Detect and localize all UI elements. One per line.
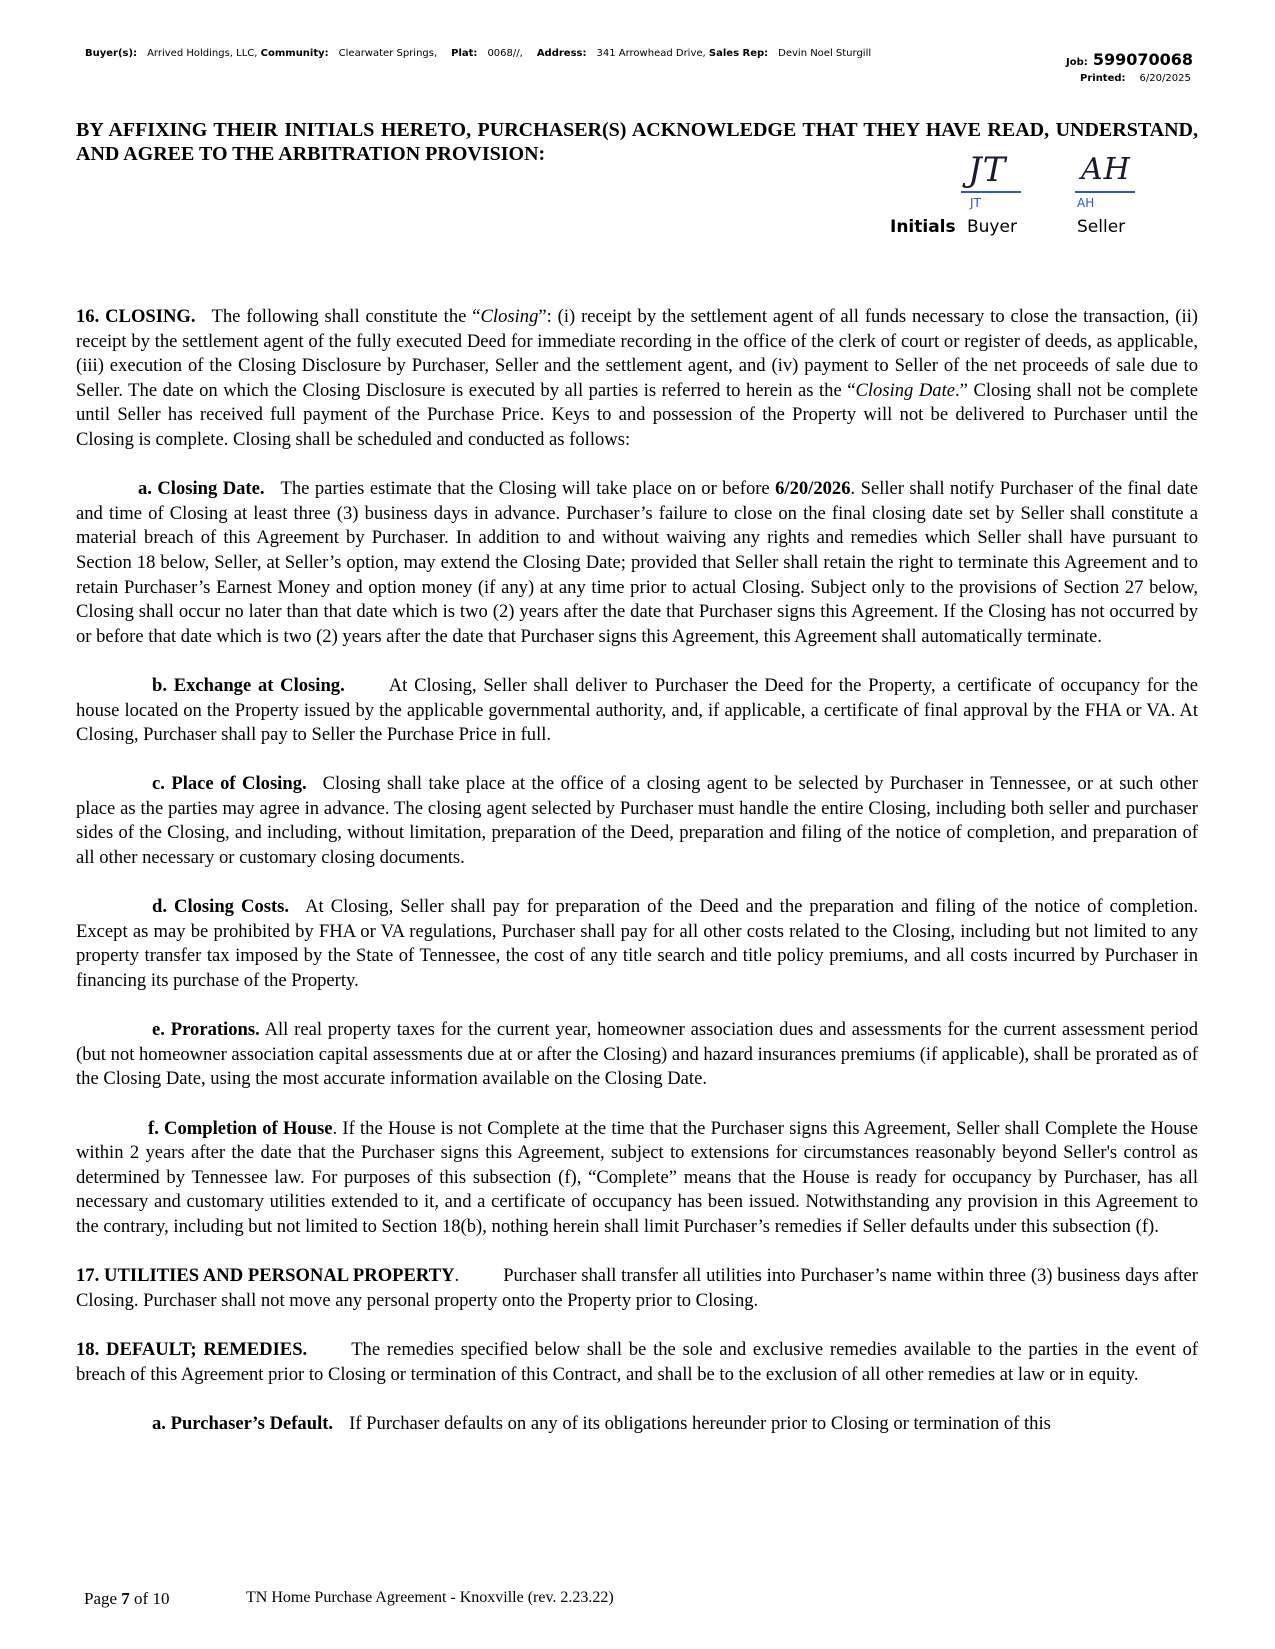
section-16b-exchange bbox=[76, 674, 1198, 748]
buyer-initials-small: JT bbox=[970, 196, 981, 210]
seller-initials-mark: AH bbox=[1081, 152, 1131, 187]
seller-initials-line bbox=[1075, 191, 1135, 193]
section-18a-text: If Purchaser defaults on any of its obligations hereunder prior to Closing or termination of this bbox=[349, 1412, 1051, 1434]
buyer-label: Buyer bbox=[967, 217, 1017, 237]
section-18-text: The remedies specified below shall be the sole and exclusive remedies available to the parties in the event of breach of this Agreement prior to Closing or termination of this Contract, and shall be to the exclusion of all other remedies at law or in equity. bbox=[76, 1338, 1198, 1385]
section-16c-heading: c. Place of Closing. bbox=[152, 773, 307, 795]
address-label: Address: bbox=[536, 48, 587, 59]
address-value: 341 Arrowhead Drive, bbox=[596, 48, 706, 59]
section-16d-costs bbox=[76, 895, 1198, 993]
job-label: Job: bbox=[1066, 57, 1088, 68]
section-16c-place bbox=[76, 772, 1198, 870]
section-16d-text: At Closing, Seller shall pay for preparation of the Deed and the preparation and filing of the notice of completion. Except as may be prohibited by FHA or VA regulations, Purchaser shall pay for all other costs related to the Closing, including but not limited to any property transfer tax imposed by the State of Tennessee, the cost of any title search and title policy premiums, and all costs incurred by Purchaser in financing its purchase of the Property. bbox=[76, 896, 1198, 992]
community-value: Clearwater Springs, bbox=[338, 48, 438, 59]
section-16b-heading: b. Exchange at Closing. bbox=[152, 674, 345, 696]
section-16a-heading: a. Closing Date. bbox=[138, 478, 265, 500]
section-17-text: Purchaser shall transfer all utilities into Purchaser’s name within three (3) business days after Closing. Purchaser shall not move any personal property onto the Property prior to Closing. bbox=[76, 1265, 1198, 1311]
buyer-initials-mark: JT bbox=[968, 150, 1007, 190]
sales-rep-value: Devin Noel Sturgill bbox=[778, 48, 872, 59]
section-16-text-1: The following shall constitute the “ bbox=[211, 306, 481, 327]
estimated-closing-date: 6/20/2026 bbox=[775, 478, 851, 500]
buyers-label: Buyer(s): bbox=[85, 48, 138, 59]
job-number bbox=[1066, 50, 1193, 69]
printed-value: 6/20/2025 bbox=[1139, 73, 1191, 84]
section-16-text-2: ”: (i) receipt by the settlement agent of all funds necessary to close the transaction, (ii) receipt by the settlement agent of the fully executed Deed for immediate recording in the office of the clerk of court or register of deeds, as applicable, (iii) execution of the Closing Disclosure by Purchaser, Seller and the settlement agent, and (iv) payment to Seller of the net proceeds of sale due to Seller. The date on which the Closing Disclosure is executed by all parties is referred to herein as the “ bbox=[76, 306, 1198, 401]
page-total: of 10 bbox=[134, 1589, 170, 1608]
section-16f-text: . If the House is not Complete at the time that the Purchaser signs this Agreement, Seller shall Complete the House within 2 years after the date that the Purchaser signs this Agreement, subject to extensions for circumstances reasonably beyond Seller's control as determined by Tennessee law. For purposes of this subsection (f), “Complete” means that the House is ready for occupancy by Purchaser, has all necessary and customary utilities extended to it, and a certificate of occupancy has been issued. Notwithstanding any provision in this Agreement to the contrary, including but not limited to Section 18(b), nothing herein shall limit Purchaser’s remedies if Seller defaults under this subsection (f). bbox=[76, 1117, 1198, 1237]
section-16f-heading: f. Completion of House bbox=[148, 1117, 333, 1139]
section-16a-text-2: . Seller shall notify Purchaser of the final date and time of Closing at least three (3) business days in advance. Purchaser’s failure to close on the final closing date set by Seller shall constitute a material breach of this Agreement by Purchaser. In addition to and without waiving any rights and remedies which Seller shall have pursuant to Section 18 below, Seller, at Seller’s option, may extend the Closing Date; provided that Seller shall retain the right to terminate this Agreement and to retain Purchaser’s Earnest Money and option money (if any) at any time prior to actual Closing. Subject only to the provisions of Section 27 below, Closing shall occur no later than that date which is two (2) years after the date that Purchaser signs this Agreement. If the Closing has not occurred by or before that date which is two (2) years after the date that Purchaser signs this Agreement, this Agreement shall automatically terminate. bbox=[76, 478, 1198, 647]
buyer-initials-line bbox=[961, 191, 1021, 193]
initials-label: Initials bbox=[890, 217, 956, 237]
section-16-heading: 16. CLOSING. bbox=[76, 306, 196, 327]
section-16-closing bbox=[76, 305, 1198, 453]
document-header bbox=[85, 48, 871, 59]
plat-label: Plat: bbox=[451, 48, 478, 59]
printed-date bbox=[1080, 73, 1191, 84]
section-16e-heading: e. Prorations. bbox=[152, 1019, 260, 1041]
sales-rep-label: Sales Rep: bbox=[708, 48, 769, 59]
section-16-text-3: .” Closing shall not be complete until Seller has received full payment of the Purchase Price. Keys to and possession of the Property will not be delivered to Purchaser until the Closing is complete. Closing shall be scheduled and conducted as follows: bbox=[76, 379, 1198, 450]
section-18-default bbox=[76, 1338, 1198, 1387]
seller-label: Seller bbox=[1077, 217, 1126, 237]
section-16b-text: At Closing, Seller shall deliver to Purchaser the Deed for the Property, a certificate of occupancy for the house located on the Property issued by the applicable governmental authority, and, if applicable, a certificate of final approval by the FHA or VA. At Closing, Purchaser shall pay to Seller the Purchase Price in full. bbox=[76, 674, 1198, 746]
arbitration-acknowledgment: BY AFFIXING THEIR INITIALS HERETO, PURCHASER(S) ACKNOWLEDGE THAT THEY HAVE READ, UNDERSTAND, AND AGREE TO THE ARBITRATION PROVISION: bbox=[76, 119, 1198, 165]
plat-value: 0068//, bbox=[487, 48, 523, 59]
closing-date-term: Closing Date bbox=[855, 379, 956, 401]
printed-label: Printed: bbox=[1080, 73, 1126, 84]
job-value: 599070068 bbox=[1092, 50, 1194, 69]
section-16a-closing-date bbox=[76, 477, 1198, 649]
agreement-body bbox=[76, 305, 1198, 1436]
section-16a-text-1: The parties estimate that the Closing will take place on or before bbox=[280, 478, 770, 500]
section-16e-prorations bbox=[76, 1018, 1198, 1092]
section-17-utilities: 17. UTILITIES AND PERSONAL PROPERTY. Purchaser shall transfer all utilities into Purchaser’s name within three (3) business days after Closing. Purchaser shall not move any personal property onto the Property prior to Closing. bbox=[76, 1265, 1198, 1311]
section-17-heading: 17. UTILITIES AND PERSONAL PROPERTY bbox=[76, 1265, 455, 1287]
page-number bbox=[84, 1589, 169, 1609]
section-18a-heading: a. Purchaser’s Default. bbox=[152, 1412, 334, 1434]
closing-term: Closing bbox=[480, 306, 539, 327]
page-prefix: Page bbox=[84, 1589, 118, 1608]
section-16f-completion bbox=[76, 1117, 1198, 1240]
section-16e-text: All real property taxes for the current year, homeowner association dues and assessments for the current assessment period (but not homeowner association capital assessments due at or after the Closing) and hazard insurances premiums (if applicable), shall be prorated as of the Closing Date, using the most accurate information available on the Closing Date. bbox=[76, 1019, 1198, 1090]
seller-initials-small: AH bbox=[1077, 196, 1095, 210]
community-label: Community: bbox=[260, 48, 329, 59]
buyers-value: Arrived Holdings, LLC, bbox=[147, 48, 258, 59]
section-16c-text: Closing shall take place at the office of a closing agent to be selected by Purchaser in Tennessee, or at such other place as the parties may agree in advance. The closing agent selected by Purchaser must handle the entire Closing, including both seller and purchaser sides of the Closing, and including, without limitation, preparation of the Deed, preparation and filing of the notice of completion, and preparation of all other necessary or customary closing documents. bbox=[76, 773, 1198, 869]
section-18a-purchaser-default bbox=[76, 1412, 1198, 1437]
page-number-value: 7 bbox=[121, 1589, 130, 1608]
form-title: TN Home Purchase Agreement - Knoxville (rev. 2.23.22) bbox=[246, 1589, 614, 1606]
section-18-heading: 18. DEFAULT; REMEDIES. bbox=[76, 1338, 308, 1360]
section-16d-heading: d. Closing Costs. bbox=[152, 896, 290, 918]
